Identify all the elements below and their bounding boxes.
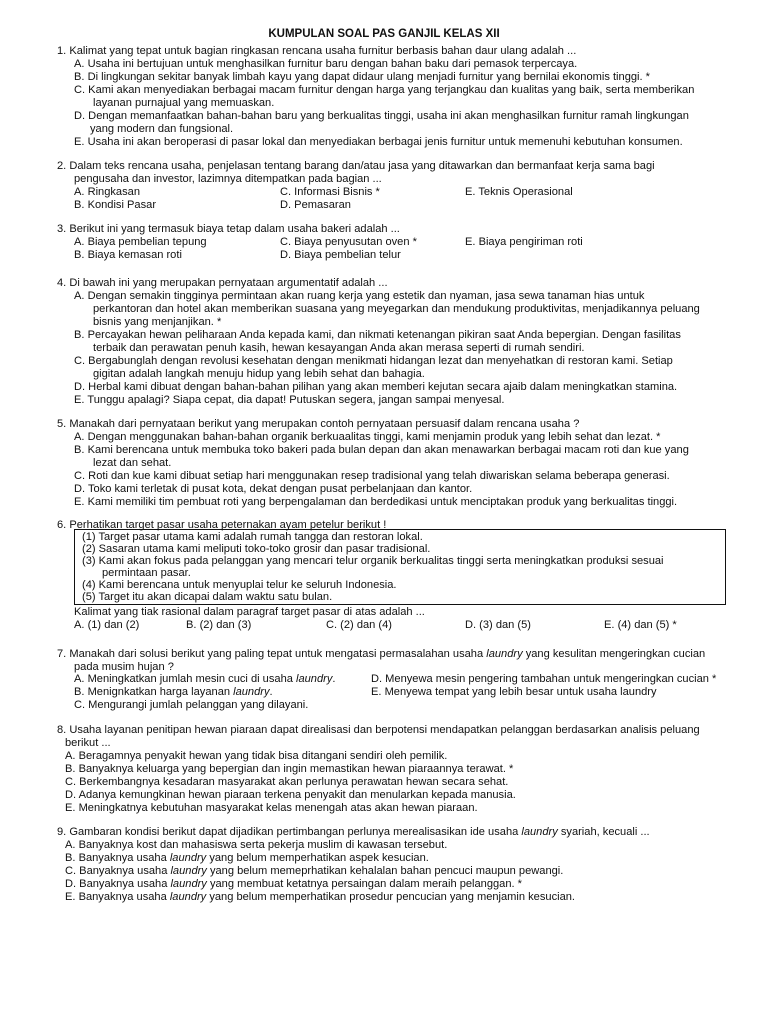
question-6-question: Kalimat yang tiak rasional dalam paragraf target pasar di atas adalah ... — [74, 606, 425, 618]
question-9-option-d-text: D. Banyaknya usaha — [65, 878, 171, 890]
question-4-option-b-cont: terbaik dan perawatan penuh kasih, hewan kesayangan Anda akan merasa seperti di rumah sendiri. — [93, 342, 585, 354]
question-9-option-e-italic: laundry — [169, 891, 207, 903]
question-9-option-c — [65, 865, 563, 878]
question-7-option-b-text: B. Menignkatkan harga layanan — [74, 686, 234, 698]
question-9-option-a: A. Banyaknya kost dan mahasiswa serta pekerja muslim di kawasan tersebut. — [65, 839, 448, 851]
question-8-option-c: C. Berkembangnya kesadaran masyarakat akan perlunya perawatan hewan secara sehat. — [65, 776, 509, 788]
question-4-option-b: B. Percayakan hewan peliharaan Anda kepada kami, dan nikmati ketenangan pikiran saat Anda bepergian. Dengan fasilitas — [74, 329, 681, 341]
question-6-option-d: D. (3) dan (5) — [465, 619, 531, 631]
question-1-option-d-cont: yang modern dan fungsional. — [90, 123, 234, 135]
question-5-option-a: A. Dengan menggunakan bahan-bahan organik berkuaalitas tinggi, kami menjamin produk yang lebih sehat dan lezat. * — [74, 431, 661, 443]
question-3-option-b: B. Biaya kemasan roti — [74, 249, 182, 261]
question-6-option-b: B. (2) dan (3) — [186, 619, 252, 631]
question-5-option-d: D. Toko kami terletak di pusat kota, dekat dengan pusat perbelanjaan dan kantor. — [74, 483, 473, 495]
question-5-option-e: E. Kami memiliki tim pembuat roti yang berpengalaman dan berdedikasi untuk menciptakan produk yang berkualitas tinggi. — [74, 496, 678, 508]
question-9-option-b — [65, 852, 429, 865]
question-1-stem: 1. Kalimat yang tepat untuk bagian ringkasan rencana usaha furnitur berbasis bahan daur ulang adalah ... — [57, 45, 577, 57]
question-2-option-a: A. Ringkasan — [74, 186, 140, 198]
question-6-option-c: C. (2) dan (4) — [326, 619, 392, 631]
question-2-stem: 2. Dalam teks rencana usaha, penjelasan tentang barang dan/atau jasa yang ditawarkan dan bermanfaat kerja sama bagi — [57, 160, 655, 172]
question-9-option-c-text: C. Banyaknya usaha — [65, 865, 171, 877]
question-2-option-b: B. Kondisi Pasar — [74, 199, 157, 211]
question-8-option-e: E. Meningkatnya kebutuhan masyarakat kelas menengah atas akan hewan piaraan. — [65, 802, 478, 814]
question-9-stem-text-end: syariah, kecuali ... — [557, 826, 650, 838]
question-9-option-b-text: B. Banyaknya usaha — [65, 852, 170, 864]
question-7-option-a-end: . — [332, 673, 336, 685]
target-market-item-4: (4) Kami berencana untuk menyuplai telur ke seluruh Indonesia. — [82, 579, 397, 591]
question-7-option-b-end: . — [269, 686, 273, 698]
page-title: KUMPULAN SOAL PAS GANJIL KELAS XII — [268, 28, 500, 40]
question-1-option-d: D. Dengan memanfaatkan bahan-bahan baru yang berkualitas tinggi, usaha ini akan menghasilkan furnitur ramah lingkungan — [74, 110, 689, 122]
question-7-option-a-italic: laundry — [296, 673, 333, 685]
target-market-item-3-cont: permintaan pasar. — [102, 567, 191, 579]
question-1-option-e: E. Usaha ini akan beroperasi di pasar lokal dan menyediakan berbagai jenis furnitur untuk memenuhi kebutuhan konsumen. — [74, 136, 683, 148]
question-7-option-d: D. Menyewa mesin pengering tambahan untuk mengeringkan cucian * — [371, 673, 717, 685]
question-7-stem-text: 7. Manakah dari solusi berikut yang paling tepat untuk mengatasi permasalahan usaha — [57, 648, 487, 660]
question-9-option-e — [65, 891, 575, 904]
question-8-option-d: D. Adanya kemungkinan hewan piaraan terkena penyakit dan menularkan kepada manusia. — [65, 789, 516, 801]
question-2-stem-cont: pengusaha dan investor, lazimnya ditempatkan pada bagian ... — [74, 173, 382, 185]
target-market-item-2: (2) Sasaran utama kami meliputi toko-toko grosir dan pasar tradisional. — [82, 543, 431, 555]
question-7-stem-italic: laundry — [486, 648, 523, 660]
question-1-option-c-cont: layanan purnajual yang memuaskan. — [93, 97, 275, 109]
question-7-option-a-text: A. Meningkatkan jumlah mesin cuci di usaha — [74, 673, 296, 685]
question-8-stem: 8. Usaha layanan penitipan hewan piaraan dapat direalisasi dan berpotensi mendapatkan pelanggan berdasarkan analisis peluang — [57, 724, 700, 736]
question-5-option-b-cont: lezat dan sehat. — [93, 457, 172, 469]
question-4-option-a: A. Dengan semakin tingginya permintaan akan ruang kerja yang estetik dan nyaman, jasa sewa tanaman hias untuk — [74, 290, 645, 302]
question-2-option-d: D. Pemasaran — [280, 199, 351, 211]
question-7-stem-text-end: yang kesulitan mengeringkan cucian — [522, 648, 706, 660]
question-3-option-c: C. Biaya penyusutan oven * — [280, 236, 417, 248]
question-4-option-d: D. Herbal kami dibuat dengan bahan-bahan pilihan yang akan memberi kejutan secara ajaib dalam meningkatkan stamina. — [74, 381, 678, 393]
question-4-stem: 4. Di bawah ini yang merupakan pernyataan argumentatif adalah ... — [57, 277, 388, 289]
question-8-stem-cont: berikut ... — [65, 737, 111, 749]
question-7-option-e: E. Menyewa tempat yang lebih besar untuk usaha laundry — [371, 686, 657, 698]
question-4-option-c: C. Bergabunglah dengan revolusi kesehatan dengan menikmati hidangan lezat dan menyehatkan di restoran kami. Setiap — [74, 355, 673, 367]
question-7-option-b-italic: laundry — [233, 686, 270, 698]
target-market-item-3: (3) Kami akan fokus pada pelanggan yang mencari telur organik berkualitas tinggi serta meningkatkan produksi sesuai — [82, 555, 664, 567]
question-9-option-e-end: yang belum memperhatikan prosedur pencucian yang menjamin kesucian. — [206, 891, 575, 903]
question-7-option-c: C. Mengurangi jumlah pelanggan yang dilayani. — [74, 699, 309, 711]
question-9-option-c-italic: laundry — [170, 865, 207, 877]
question-9-option-c-end: yang belum memeprhatikan kehalalan bahan pencuci maupun pewangi. — [206, 865, 564, 877]
question-5-option-b: B. Kami berencana untuk membuka toko bakeri pada bulan depan dan akan menawarkan berbagai macam roti dan kue yang — [74, 444, 689, 456]
question-9-option-d-italic: laundry — [170, 878, 207, 890]
question-9-option-e-text: E. Banyaknya usaha — [65, 891, 170, 903]
question-3-stem: 3. Berikut ini yang termasuk biaya tetap dalam usaha bakeri adalah ... — [57, 223, 400, 235]
question-8-option-a: A. Beragamnya penyakit hewan yang tidak bisa ditangani sendiri oleh pemilik. — [65, 750, 448, 762]
question-5-stem: 5. Manakah dari pernyataan berikut yang merupakan contoh pernyataan persuasif dalam rencana usaha ? — [57, 418, 580, 430]
question-3-option-d: D. Biaya pembelian telur — [280, 249, 401, 261]
question-7-stem-cont: pada musim hujan ? — [74, 661, 174, 673]
target-market-item-5: (5) Target itu akan dicapai dalam waktu satu bulan. — [82, 591, 333, 603]
question-9-stem-italic: laundry — [521, 826, 558, 838]
question-4-option-e: E. Tunggu apalagi? Siapa cepat, dia dapat! Putuskan segera, jangan sampai menyesal. — [74, 394, 505, 406]
question-9-option-d — [65, 878, 522, 891]
question-4-option-a-cont: perkantoran dan hotel akan memberikan suasana yang meyegarkan dan mendukung produktivitas, menjadikannya peluang — [93, 303, 700, 315]
question-7-option-b — [74, 686, 273, 699]
question-2-option-c: C. Informasi Bisnis * — [280, 186, 380, 198]
question-9-option-b-italic: laundry — [169, 852, 207, 864]
question-9-option-d-end: yang membuat ketatnya persaingan dalam meraih pelanggan. * — [206, 878, 522, 890]
question-7-option-a — [74, 673, 335, 686]
question-1-option-c: C. Kami akan menyediakan berbagai macam furnitur dengan harga yang terjangkau dan kualitas yang baik, serta memberikan — [74, 84, 695, 96]
question-4-option-a-cont2: bisnis yang menjanjikan. * — [93, 316, 222, 328]
question-6-stem: 6. Perhatikan target pasar usaha peternakan ayam petelur berikut ! — [57, 519, 387, 531]
question-9-stem — [57, 826, 650, 839]
question-9-stem-text: 9. Gambaran kondisi berikut dapat dijadikan pertimbangan perlunya merealisasikan ide usaha — [57, 826, 522, 838]
question-6-option-e: E. (4) dan (5) * — [604, 619, 677, 631]
question-3-option-a: A. Biaya pembelian tepung — [74, 236, 207, 248]
question-1-option-b: B. Di lingkungan sekitar banyak limbah kayu yang dapat didaur ulang menjadi furnitur yang bernilai ekonomis tinggi. * — [74, 71, 650, 83]
question-6-option-a: A. (1) dan (2) — [74, 619, 140, 631]
question-9-option-b-end: yang belum memperhatikan aspek kesucian. — [206, 852, 429, 864]
question-1-option-a: A. Usaha ini bertujuan untuk menghasilkan furnitur baru dengan bahan baku dari pemasok terpercaya. — [74, 58, 578, 70]
question-5-option-c: C. Roti dan kue kami dibuat setiap hari menggunakan resep tradisional yang telah diwariskan selama beberapa generasi. — [74, 470, 670, 482]
target-market-item-1: (1) Target pasar utama kami adalah rumah tangga dan restoran lokal. — [82, 531, 423, 543]
question-3-option-e: E. Biaya pengiriman roti — [465, 236, 583, 248]
question-4-option-c-cont: gigitan adalah langkah menuju hidup yang lebih sehat dan bahagia. — [93, 368, 425, 380]
question-2-option-e: E. Teknis Operasional — [465, 186, 573, 198]
question-8-option-b: B. Banyaknya keluarga yang bepergian dan ingin memastikan hewan piaraannya terawat. * — [65, 763, 514, 775]
question-7-stem — [57, 648, 705, 661]
